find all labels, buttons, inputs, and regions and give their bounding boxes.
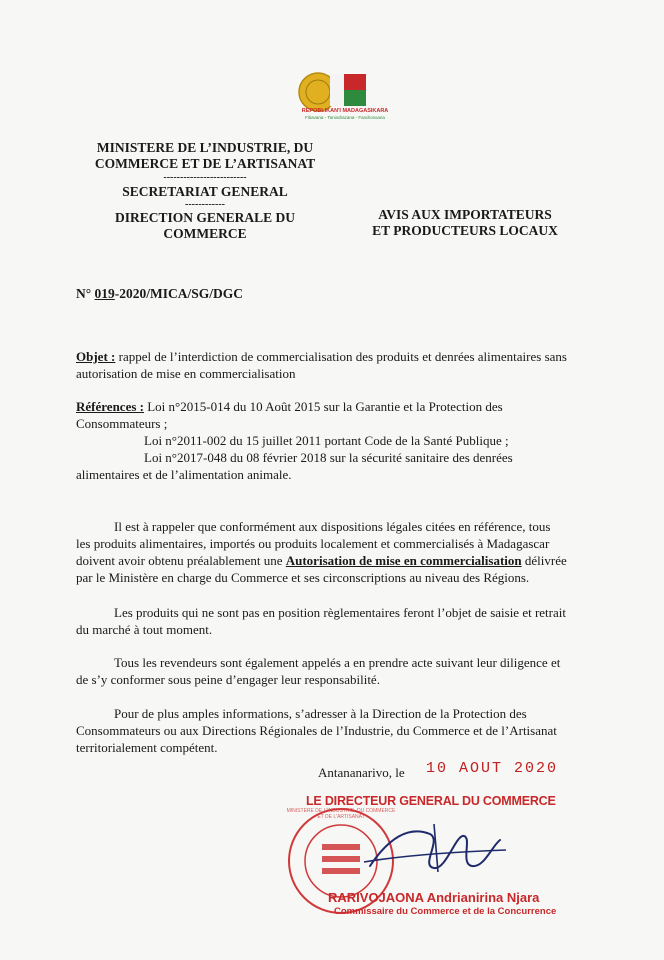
paragraph-4: Pour de plus amples informations, s’adresser à la Direction de la Protection des Consommateurs ou aux Directions Régionales de l’Industrie, du Commerce et de l’Artisanat territorialement compétent. <box>76 706 557 755</box>
secretariat-label: SECRETARIAT GENERAL <box>122 184 288 199</box>
ministry-line1: MINISTERE DE L’INDUSTRIE, DU <box>96 140 314 155</box>
signatory-function: Commissaire du Commerce et de la Concurrence <box>334 906 557 917</box>
date-stamp: 10 AOUT 2020 <box>426 760 559 777</box>
paragraph-3: Tous les revendeurs sont également appelés a en prendre acte suivant leur diligence et de s’y conformer sous peine d’engager leur responsabilité. <box>76 655 561 687</box>
objet-label: Objet : <box>76 349 116 364</box>
references-section: Références : Loi n°2015-014 du 10 Août 2015 sur la Garantie et la Protection des Consommateurs ; Loi n°2011-002 du 15 juillet 2011 portant Code de la Santé Publique ; Loi n°2017-048 du 08 février 2018 sur la sécurité sanitaire des denrées alimentaires et de l’alimentation animale. <box>76 399 513 482</box>
paragraph-2: Les produits qui ne sont pas en position règlementaires feront l’objet de saisie et retrait du marché à tout moment. <box>76 605 566 637</box>
notice-title <box>360 207 570 239</box>
signatory-title: LE DIRECTEUR GENERAL DU COMMERCE <box>306 794 556 808</box>
separator-1: ------------------------- <box>163 172 247 183</box>
references-label: Références : <box>76 399 144 414</box>
paragraph-1: Il est à rappeler que conformément aux dispositions légales citées en référence, tous les produits alimentaires, importés ou produits localement et commercialisés à Madagascar doivent avoir obtenu préalablement une Autorisation de mise en commercialisation délivrée par le Ministère en charge du Commerce et ses circonscriptions au niveau des Régions. <box>76 519 567 585</box>
signatory-name: RARIVOJAONA Andrianirina Njara <box>328 890 540 905</box>
direction-line1: DIRECTION GENERALE DU <box>114 210 296 225</box>
emblem-motto: Fitiavana - Tanindrazana - Fandrosoana <box>305 115 385 120</box>
objet-section: Objet : rappel de l’interdiction de commercialisation des produits et denrées alimentaires sans autorisation de mise en commercialisation <box>76 349 567 381</box>
notice-title-line1: AVIS AUX IMPORTATEURS <box>378 207 552 222</box>
ministry-header <box>60 140 350 242</box>
authorization-term: Autorisation de mise en commercialisation <box>285 553 522 568</box>
separator-2: ------------ <box>185 199 225 210</box>
notice-title-line2: ET PRODUCTEURS LOCAUX <box>372 223 558 238</box>
handwritten-signature <box>360 816 510 880</box>
reference-number: N° 019-2020/MICA/SG/DGC <box>76 286 244 301</box>
place-label: Antananarivo, le <box>318 765 405 780</box>
objet-text: rappel de l’interdiction de commercialisation des produits et denrées alimentaires sans <box>115 349 567 364</box>
seal-text: MINISTERE DE L'INDUSTRIE, DU COMMERCE ET DE L'ARTISANAT <box>286 808 396 820</box>
ministry-line2: COMMERCE ET DE L’ARTISANAT <box>94 156 316 171</box>
direction-line2: COMMERCE <box>163 226 247 241</box>
national-emblem <box>296 70 392 122</box>
signature-graphic <box>360 816 510 880</box>
reference-number-value: 019 <box>94 286 115 301</box>
emblem-caption: REPOBLIKAN'I MADAGASIKARA <box>301 108 389 114</box>
